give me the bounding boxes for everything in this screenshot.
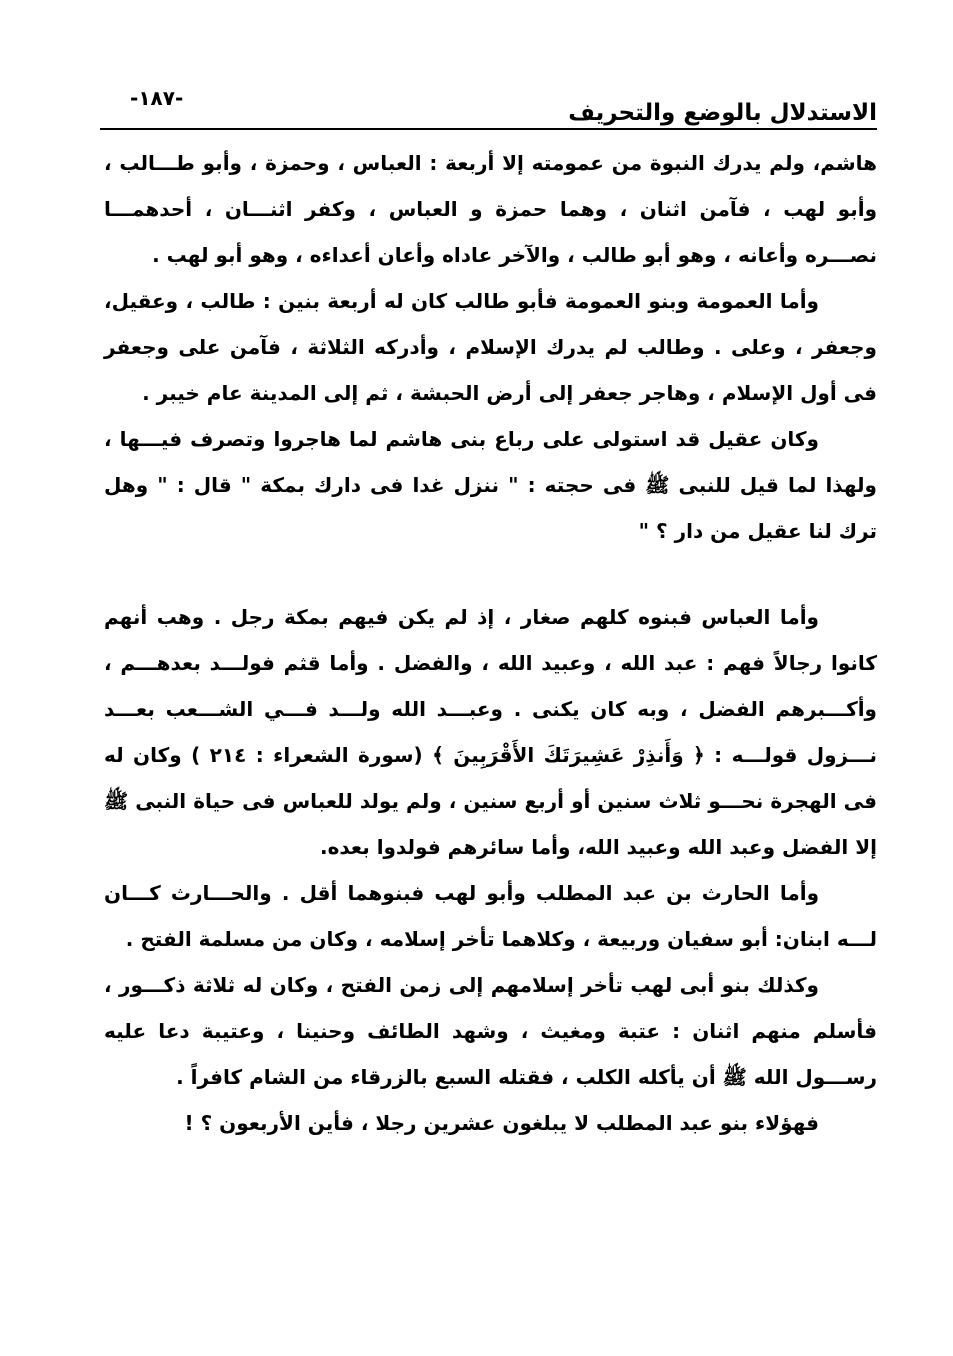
paragraph-2: وأما العمومة وبنو العمومة فأبو طالب كان له أربعة بنين : طالب ، وعقيل، وجعفر ، وعلى . وطالب لم يدرك الإسلام ، وأدركه الثلاثة ، فآمن على وجعفر فى أول الإسلام ، وهاجر جعفر إلى أرض الحبشة ، ثم إلى المدينة عام خيبر . [104,289,877,405]
paragraph-1: هاشم، ولم يدرك النبوة من عمومته إلا أربعة : العباس ، وحمزة ، وأبو طـــالب ، وأبو لهب ، فآمن اثنان ، وهما حمزة و العباس ، وكفر اثنـــان ، أحدهمـــا نصـــره وأعانه ، وهو أبو طالب ، والآخر عاداه وأعان أعداءه ، وهو أبو لهب . [104,151,877,267]
page-number: -١٨٧- [130,86,184,110]
paragraph-6: وكذلك بنو أبى لهب تأخر إسلامهم إلى زمن الفتح ، وكان له ثلاثة ذكـــور ، فأسلم منهم اثنان : عتبة ومغيث ، وشهد الطائف وحنينا ، وعتيبة دعا عليه رســـول الله ﷺ أن يأكله الكلب ، فقتله السبع بالزرقاء من الشام كافراً . [104,973,877,1089]
body-text [104,140,877,1146]
running-title: الاستدلال بالوضع والتحريف [568,100,877,126]
paragraph-7: فهؤلاء بنو عبد المطلب لا يبلغون عشرين رجلا ، فأين الأربعون ؟ ! [184,1111,819,1135]
paragraph-4: وأما العباس فبنوه كلهم صغار ، إذ لم يكن فيهم بمكة رجل . وهب أنهم كانوا رجالاً فهم : عبد الله ، وعبيد الله ، والفضل . وأما قثم فولـــد بعدهـــم ، وأكـــبرهم الفضل ، وبه كان يكنى . وعبـــد الله ولـــد فـــي الشـــعب بعـــد نـــزول قولـــه : ﴿ وَأَنذِرْ عَشِيرَتَكَ الأَقْرَبِينَ ﴾ (سورة الشعراء : ٢١٤ ) وكان له فى الهجرة نحـــو ثلاث سنين أو أربع سنين ، ولم يولد للعباس فى حياة النبى ﷺ إلا الفضل وعبد الله وعبيد الله، وأما سائرهم فولدوا بعده. [104,605,877,859]
paragraph-5: وأما الحارث بن عبد المطلب وأبو لهب فبنوهما أقل . والحـــارث كـــان لـــه ابنان: أبو سفيان وربيعة ، وكلاهما تأخر إسلامه ، وكان من مسلمة الفتح . [104,881,877,951]
paragraph-3: وكان عقيل قد استولى على رباع بنى هاشم لما هاجروا وتصرف فيـــها ، ولهذا لما قيل للنبى ﷺ فى حجته : " ننزل غدا فى دارك بمكة " قال : " وهل ترك لنا عقيل من دار ؟ " [104,427,877,543]
page-header [100,84,877,128]
header-rule [100,128,877,130]
